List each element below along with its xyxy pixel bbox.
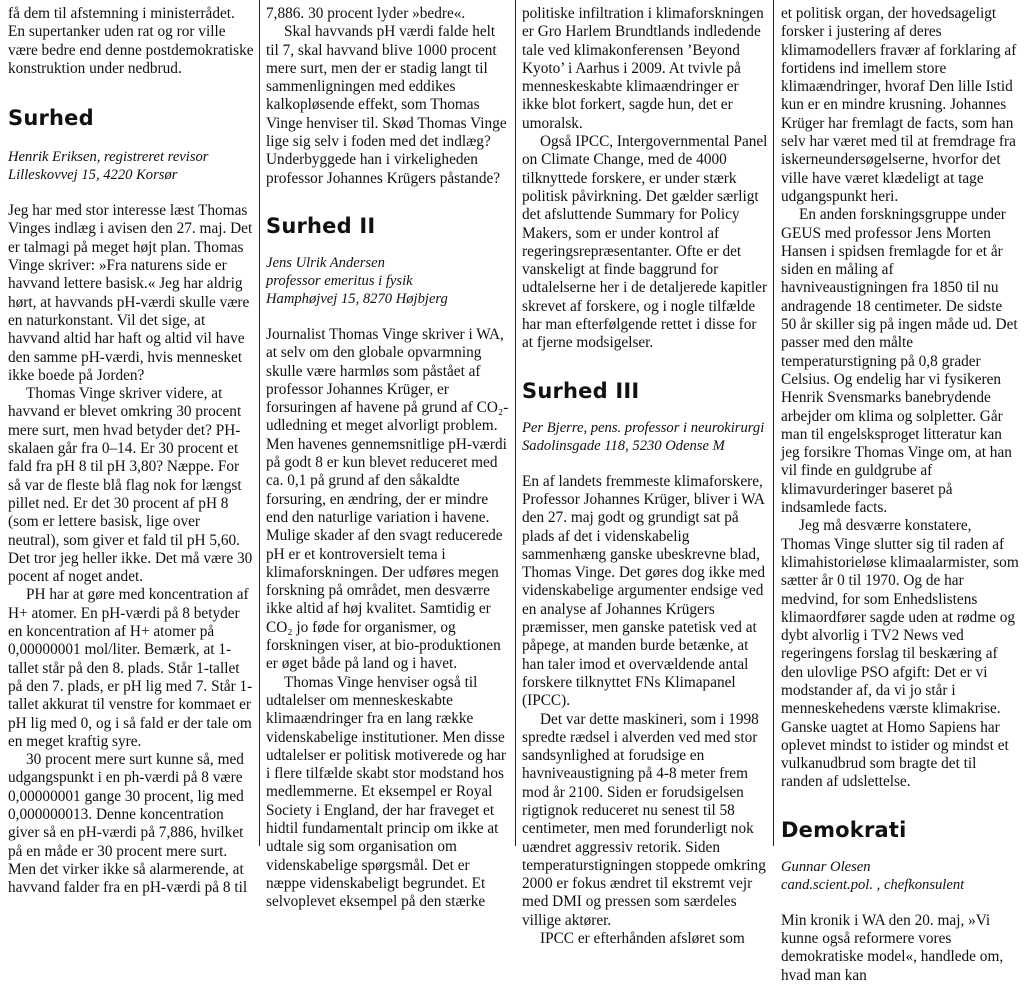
author-line: Per Bjerre, pens. professor i neurokirurgi [522,419,765,436]
body-paragraph: Journalist Thomas Vinge skriver i WA, at selv om den globale opvarmning skulle være harmløs som påstået af professor Johannes Krüger, er forsuringen af havene på grund af CO₂-udledning et meget alvorligt problem. Men havenes gennemsnitlige pH-værdi på godt 8 er kun blevet reduceret med ca. 0,1 på grund af den såkaldte forsuring, en ændring, der er mindre end den naturlige variation i havene. Mulige skader af den svagt reducerede pH er et kontroversielt tema i klimaforskningen. Der udføres megen forskning på området, men desværre ikke altid af høj kvalitet. Samtidig er CO₂ jo føde for organismer, og forskningen viser, at bio-produktionen er øget både på land og i havet. [266,325,509,673]
body-paragraph: PH har at gøre med koncentration af H+ atomer. En pH-værdi på 8 betyder en koncentration af H+ atomer på 0,00000001 mol/liter. Bemærk, at 1-tallet står på den 8. plads. Står 1-tallet på den 7. plads, er pH lig med 7. Står 1-tallet akkurat til venstre for kommaet er pH lig med 0, og i så fald er der tale om en meget kraftig syre. [8,586,253,750]
body-paragraph: Thomas Vinge henviser også til udtalelser om menneskeskabte klimaændringer fra en lang række videnskabelige institutioner. Men disse udtalelser er politisk motiverede og har i flere tilfælde skabt stor modstand hos medlemmerne. Et eksempel er Royal Society i England, der har fraveget et hidtil fundamentalt princip om ikke at udtale sig som organisation om videnskabelige spørgsmål. Det er næppe videnskabeligt begrundet. Et selvoplevet eksempel på den stærke [266,673,506,911]
address-line: Sadolinsgade 118, 5230 Odense M [522,437,725,454]
column-rule [515,0,516,846]
address-line: Lilleskovvej 15, 4220 Korsør [8,167,178,184]
body-paragraph: IPCC er efterhånden afsløret som [540,930,745,948]
continued-paragraph: politiske infiltration i klimaforskningen er Gro Harlem Brundtlands indledende tale ved klimakonferensen ’Beyond Kyoto’ i Aarhus i 2009. At tvivle på menneskeskabte klimaændringer er ikke blot forkert, sagde hun, det er umoralsk. [522,5,764,132]
column-2 [266,5,510,911]
column-1 [8,5,255,897]
column-4 [781,5,1019,984]
author-line: Jens Ulrik Andersen [266,254,385,271]
article-title-surhed-iii: Surhed III [522,378,640,403]
address-line: Hamphøjvej 15, 8270 Højbjerg [266,290,448,307]
continued-paragraph: få dem til afstemning i ministerrådet. En supertanker uden rat og ror ville være bedre end denne postdemokratiske konstruktion under nedbrud. [8,5,254,77]
body-paragraph: En af landets fremmeste klimaforskere, Professor Johannes Krüger, bliver i WA den 27. maj godt og grundigt sat på plads af det i videnskabelig sammenhæng ganske ubeskrevne blad, Thomas Vinge. Det gøres dog ikke med videnskabelige argumenter endsige ved en analyse af Johannes Krügers præmisser, men ganske patetisk ved at påpege, at manden burde betænke, at han taler imod et overvældende antal forskere tilknyttet FNs Klimapanel (IPCC). [522,472,766,710]
column-rule [259,0,260,846]
author-title-line: professor emeritus i fysik [266,272,413,289]
continued-paragraph: et politisk organ, der hovedsageligt forsker i justering af deres klimamodellers fravær af forklaring af fortidens ind imellem store klimaændringer, hvoraf Den lille Istid kun er en mindre krusning. Johannes Krüger har fremlagt de facts, som han selv har været med til at fremdrage fra iskerneundersøgelserne, hvorfor det ville have været klædeligt at tage udgangspunkt heri. [781,5,1017,205]
body-paragraph: Jeg har med stor interesse læst Thomas Vinges indlæg i avisen den 27. maj. Det er talmagi på meget højt plan. Thomas Vinge skriver: »Fra naturens side er havvand lettere basisk.« Jeg har aldrig hørt, at havvands pH-værdi skulle være en naturkonstant. Vil det sige, at havvand altid har haft og altid vil have den samme pH-værdi, hvis mennesket ikke boede på Jorden? [8,202,253,384]
article-title-demokrati: Demokrati [781,817,907,842]
article-title-surhed-ii: Surhed II [266,213,376,238]
column-rule [773,0,774,846]
body-paragraph: Det var dette maskineri, som i 1998 spredte rædsel i alverden ved med stor sandsynlighed at forudsige en havniveaustigning på 4-8 meter frem mod år 2100. Siden er forudsigelsen rigtignok reduceret nu senest til 58 centimeter, men med forunderligt nok uændret aggressiv retorik. Siden temperaturstigningen stoppede omkring 2000 er fokus ændret til ekstremt vejr med DMI og pressen som særdeles villige aktører. [522,710,766,929]
continued-paragraph: 7,886. 30 procent lyder »bedre«. [266,5,466,22]
column-3 [522,5,768,948]
body-paragraph: Jeg må desværre konstatere, Thomas Vinge slutter sig til raden af klimahistorieløse klimaalarmister, som sætter år 0 til 1970. Og de har medvind, for som Enhedslistens klimaordfører sagde uden at rødme og dybt alvorlig i TV2 News ved regeringens forslag til beskæring af den ulovlige PSO afgift: Det er vi modstander af, da vi jo står i menneskehedens værste klimakrise. Ganske uagtet at Homo Sapiens har oplevet mindst to istider og mindst et vulkanudbrud som bragte det til randen af udslettelse. [781,517,1019,791]
author-line: Gunnar Olesen [781,858,871,875]
article-title-surhed: Surhed [8,106,94,131]
body-paragraph: Min kronik i WA den 20. maj, »Vi kunne også reformere vores demokratiske model«, handlede om, hvad man kan [781,911,1004,984]
body-paragraph: Også IPCC, Intergovernmental Panel on Climate Change, med de 4000 tilknyttede forskere, er under stærk politisk påvirkning. Det gælder særligt det afsluttende Summary for Policy Makers, som er under kontrol af regeringsrepræsentanter. Ofte er det vanskeligt at finde baggrund for udtalelserne her i de detaljerede kapitler skrevet af forskere, og i nogle tilfælde har man efterfølgende rettet i disse for at fjerne modsigelser. [522,133,768,352]
body-paragraph: Skal havvands pH værdi falde helt til 7, skal havvand blive 1000 procent mere surt, men der er stadig langt til sammenligningen med eddikes kalkopløsende effekt, som Thomas Vinge henviser til. Skød Thomas Vinge lige sig selv i foden med det indlæg? Underbyggede han i virkeligheden professor Johannes Krügers påstande? [266,23,507,187]
body-paragraph: En anden forskningsgruppe under GEUS med professor Jens Morten Hansen i spidsen fremlagde for et år siden en måling af havniveaustigningen fra 1850 til nu andragende 18 centimeter. De sidste 50 år skiller sig på ingen måde ud. Det passer med den målte temperaturstigning på 0,8 grader Celsius. Og endelig har vi fysikeren Henrik Svensmarks banebrydende arbejder om klima og solpletter. Går man til engelsksproget litteratur kan jeg forsikre Thomas Vinge om, at han vil finde en guldgrube af klimavurderinger baseret på indsamlede facts. [781,206,1018,517]
author-line: Henrik Eriksen, registreret revisor [8,149,209,166]
author-title-line: cand.scient.pol. , chefkonsulent [781,876,965,893]
body-paragraph: 30 procent mere surt kunne så, med udgangspunkt i en ph-værdi på 8 være 0,00000001 gange 30 procent, lig med 0,000000013. Denne koncentration giver så en pH-værdi på 7,886, hvilket på en måde er 30 procent mere surt. Men det virker ikke så alarmerende, at havvand falder fra en pH-værdi på 8 til [8,751,248,897]
body-paragraph: Thomas Vinge skriver videre, at havvand er blevet omkring 30 procent mere surt, men hvad betyder det? PH-skalaen går fra 0–14. Er 30 procent et fald fra pH 8 til pH 3,80? Næppe. For så var de fleste blå flag nok for længst pillet ned. Er det 30 procent af pH 8 (som er lettere basisk, lige over neutral), som giver et fald til pH 5,60. Det tror jeg heller ikke. Det må være 30 pocent af noget andet. [8,385,253,586]
